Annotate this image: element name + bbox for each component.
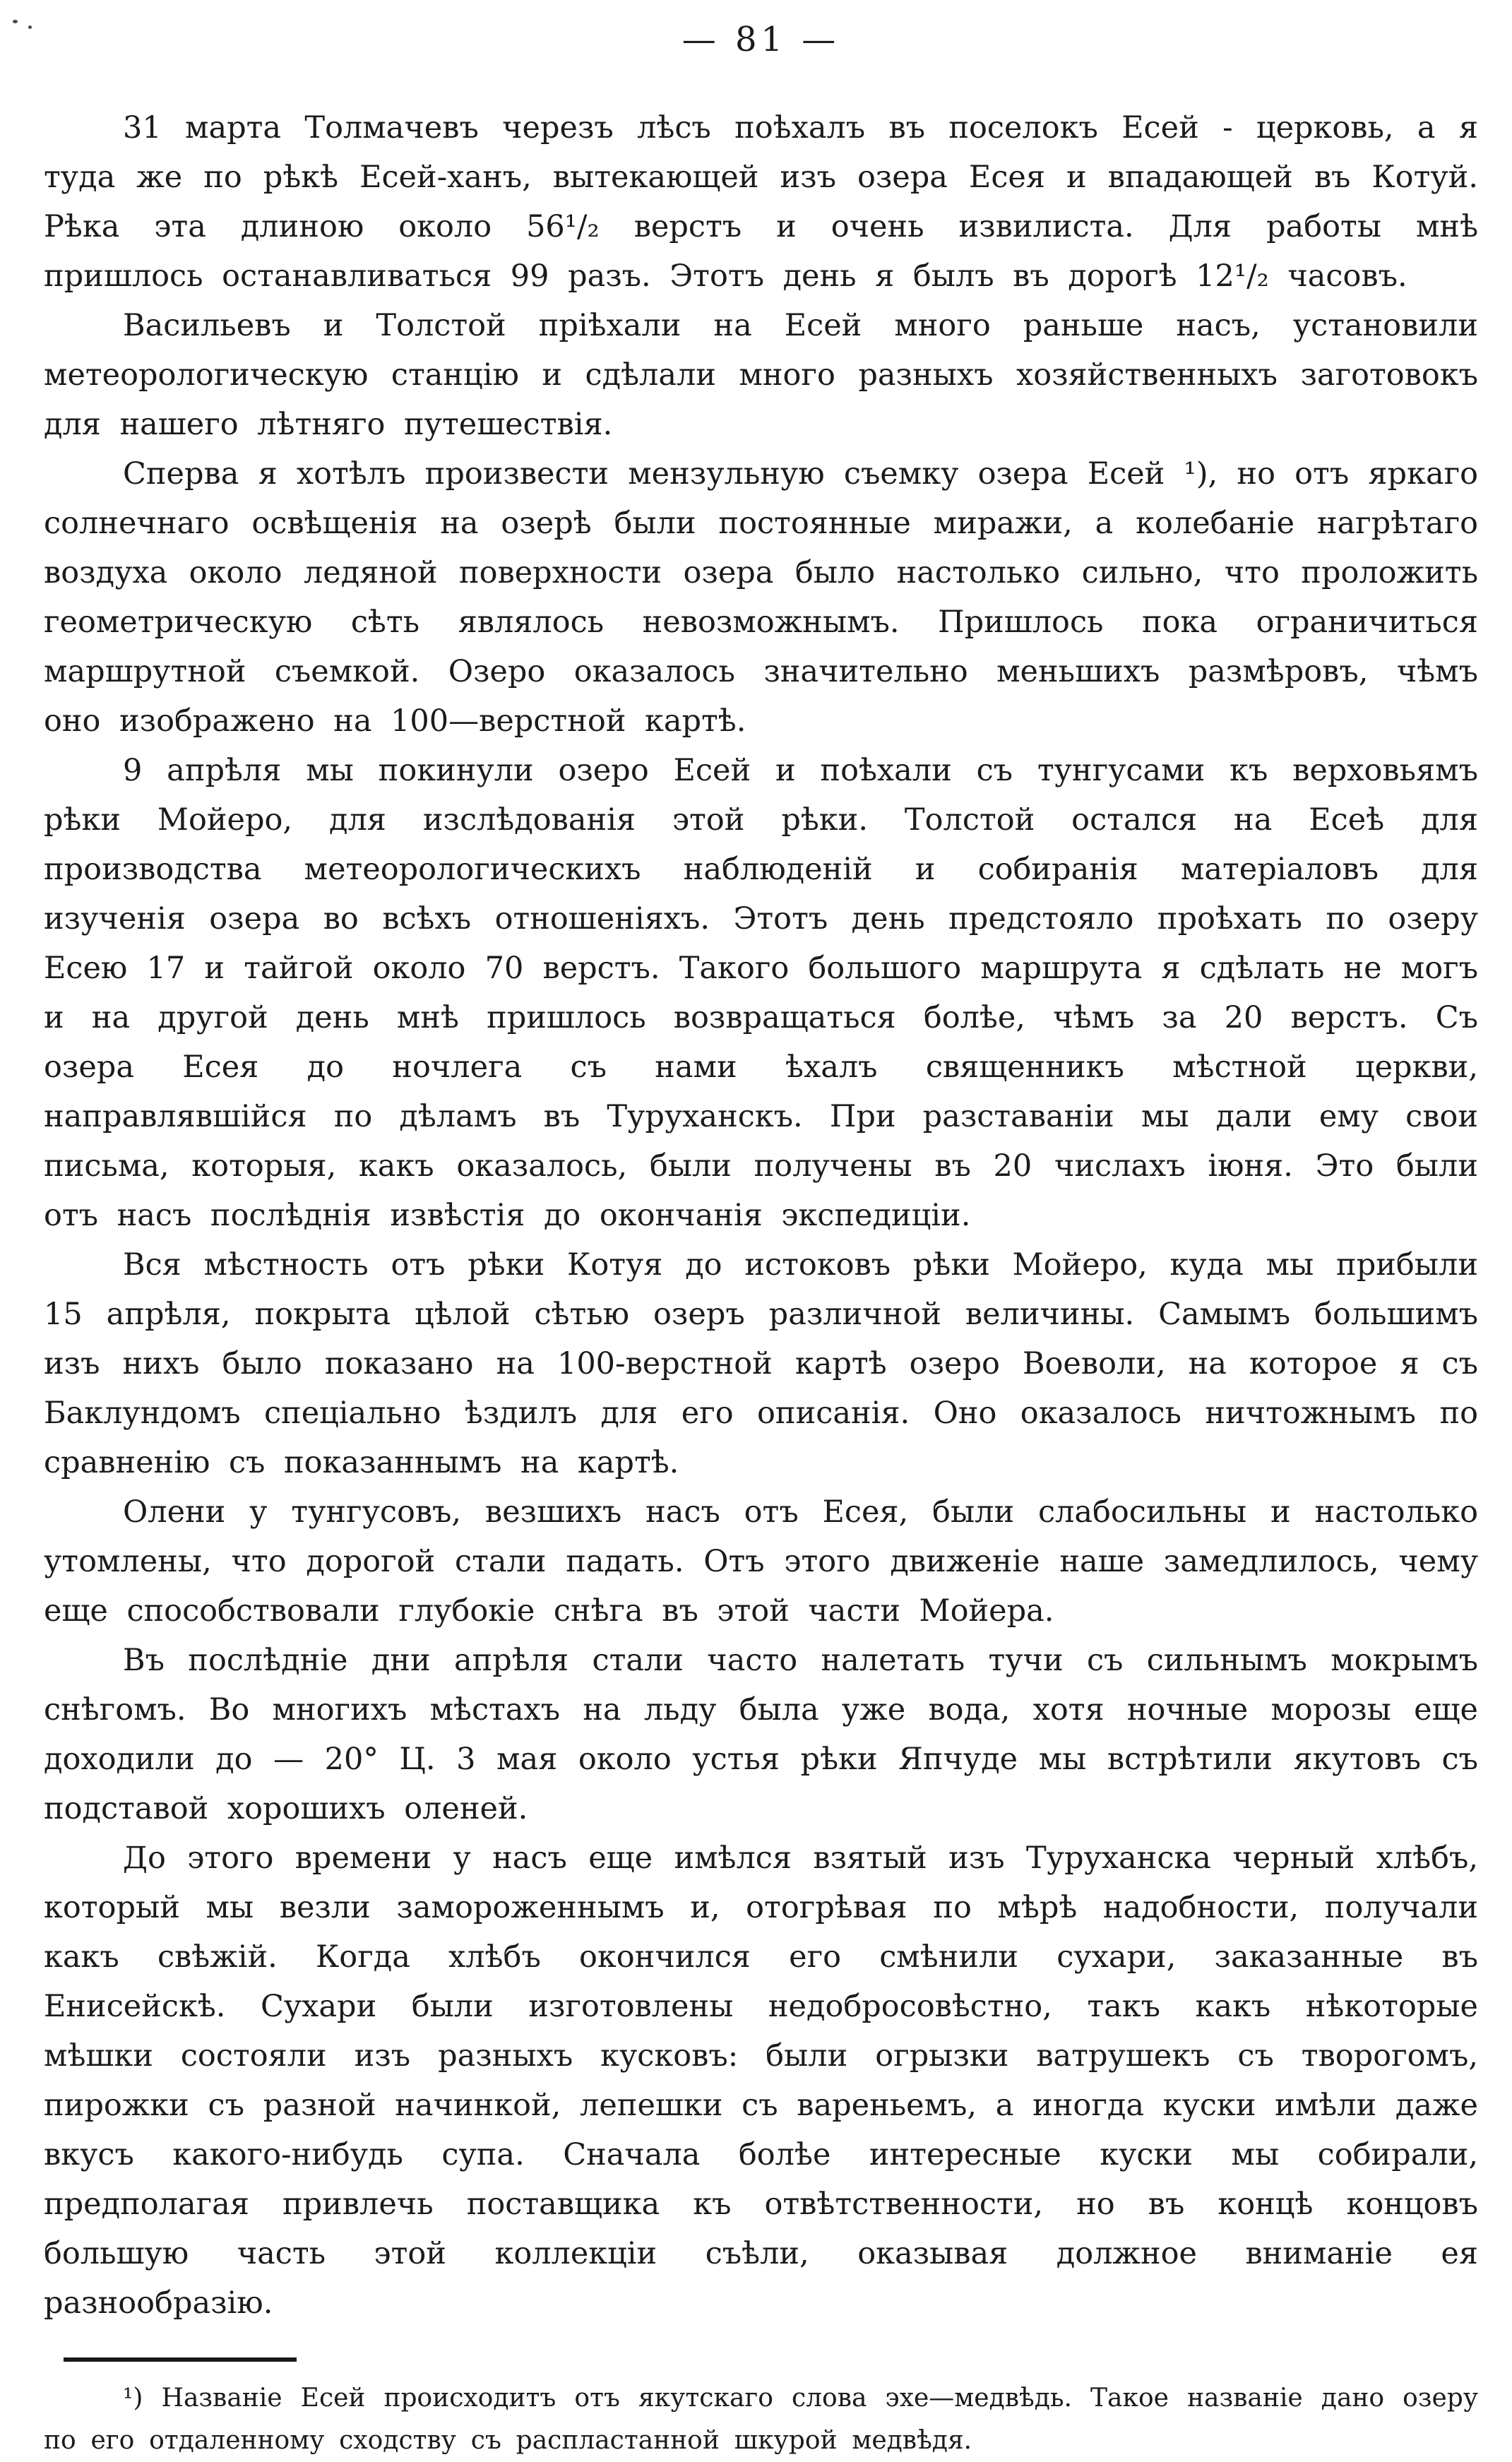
paragraph: До этого времени у насъ еще имѣлся взятый изъ Туруханска черный хлѣбъ, который мы везли замороженнымъ и, отогрѣвая по мѣрѣ надобности, получали какъ свѣжій. Когда хлѣбъ окончился его смѣнили сухари, заказанные въ Енисейскѣ. Сухари были изготовлены недобросовѣстно, такъ какъ нѣкоторые мѣшки состояли изъ разныхъ кусковъ: были огрызки ватрушекъ съ творогомъ, пирожки съ разной начинкой, лепешки съ вареньемъ, а иногда куски имѣли даже вкусъ какого-нибудь супа. Сначала болѣе интересные куски мы собирали, предполагая привлечь поставщика къ отвѣтственности, но въ концѣ концовъ большую часть этой коллекціи съѣли, оказывая должное вниманіе ея разнообразію. <box>44 1840 1478 2321</box>
footnote-area <box>44 2357 1478 2462</box>
paragraph: Въ послѣдніе дни апрѣля стали часто налетать тучи съ сильнымъ мокрымъ снѣгомъ. Во многихъ мѣстахъ на льду была уже вода, хотя ночные морозы еще доходили до — 20° Ц. 3 мая около устья рѣки Япчуде мы встрѣтили якутовъ съ подставой хорошихъ оленей. <box>44 1643 1478 1826</box>
paragraph: Васильевъ и Толстой пріѣхали на Есей много раньше насъ, установили метеорологическую станцію и сдѣлали много разныхъ хозяйственныхъ заготовокъ для нашего лѣтняго путешествія. <box>44 308 1478 442</box>
paragraph: 9 апрѣля мы покинули озеро Есей и поѣхали съ тунгусами къ верховьямъ рѣки Мойеро, для изслѣдованія этой рѣки. Толстой остался на Есеѣ для производства метеорологическихъ наблюденій и собиранія матеріаловъ для изученія озера во всѣхъ отношеніяхъ. Этотъ день предстояло проѣхать по озеру Есею 17 и тайгой около 70 верстъ. Такого большого маршрута я сдѣлать не могъ и на другой день мнѣ пришлось возвращаться болѣе, чѣмъ за 20 верстъ. Съ озера Есея до ночлега съ нами ѣхалъ священникъ мѣстной церкви, направлявшійся по дѣламъ въ Туруханскъ. При разставаніи мы дали ему свои письма, которыя, какъ оказалось, были получены въ 20 числахъ іюня. Это были отъ насъ послѣднія извѣстія до окончанія экспедиціи. <box>44 753 1478 1233</box>
paragraph: 31 марта Толмачевъ черезъ лѣсъ поѣхалъ въ поселокъ Есей - церковь, а я туда же по рѣкѣ Есей-ханъ, вытекающей изъ озера Есея и впадающей въ Котуй. Рѣка эта длиною около 56¹/₂ верстъ и очень извилиста. Для работы мнѣ пришлось останавливаться 99 разъ. Этотъ день я былъ въ дорогѣ 12¹/₂ часовъ. <box>44 110 1478 294</box>
scan-speck <box>13 20 18 23</box>
paragraph: Вся мѣстность отъ рѣки Котуя до истоковъ рѣки Мойеро, куда мы прибыли 15 апрѣля, покрыта цѣлой сѣтью озеръ различной величины. Самымъ большимъ изъ нихъ было показано на 100-верстной картѣ озеро Воеволи, на которое я съ Баклундомъ спеціально ѣздилъ для его описанія. Оно оказалось ничтожнымъ по сравненію съ показаннымъ на картѣ. <box>44 1247 1478 1480</box>
footnote-separator-rule <box>64 2357 297 2362</box>
scan-speck <box>28 25 32 29</box>
paragraph: Олени у тунгусовъ, везшихъ насъ отъ Есея, были слабосильны и настолько утомлены, что дорогой стали падать. Отъ этого движеніе наше замедлилось, чему еще способствовали глубокіе снѣга въ этой части Мойера. <box>44 1494 1478 1629</box>
footnote-text: ¹) Названіе Есей происходитъ отъ якутскаго слова эхе—медвѣдь. Такое названіе дано озеру по его отдаленному сходству съ распластанной шкурой медвѣдя. <box>44 2384 1478 2455</box>
paragraph: Сперва я хотѣлъ произвести мензульную съемку озера Есей ¹), но отъ яркаго солнечнаго освѣщенія на озерѣ были постоянные миражи, а колебаніе нагрѣтаго воздуха около ледяной поверхности озера было настолько сильно, что проложить геометрическую сѣть являлось невозможнымъ. Пришлось пока ограничиться маршрутной съемкой. Озеро оказалось значительно меньшихъ размѣровъ, чѣмъ оно изображено на 100—верстной картѣ. <box>44 456 1478 739</box>
page-number: — 81 — <box>681 20 840 59</box>
body-text <box>44 103 1478 2328</box>
